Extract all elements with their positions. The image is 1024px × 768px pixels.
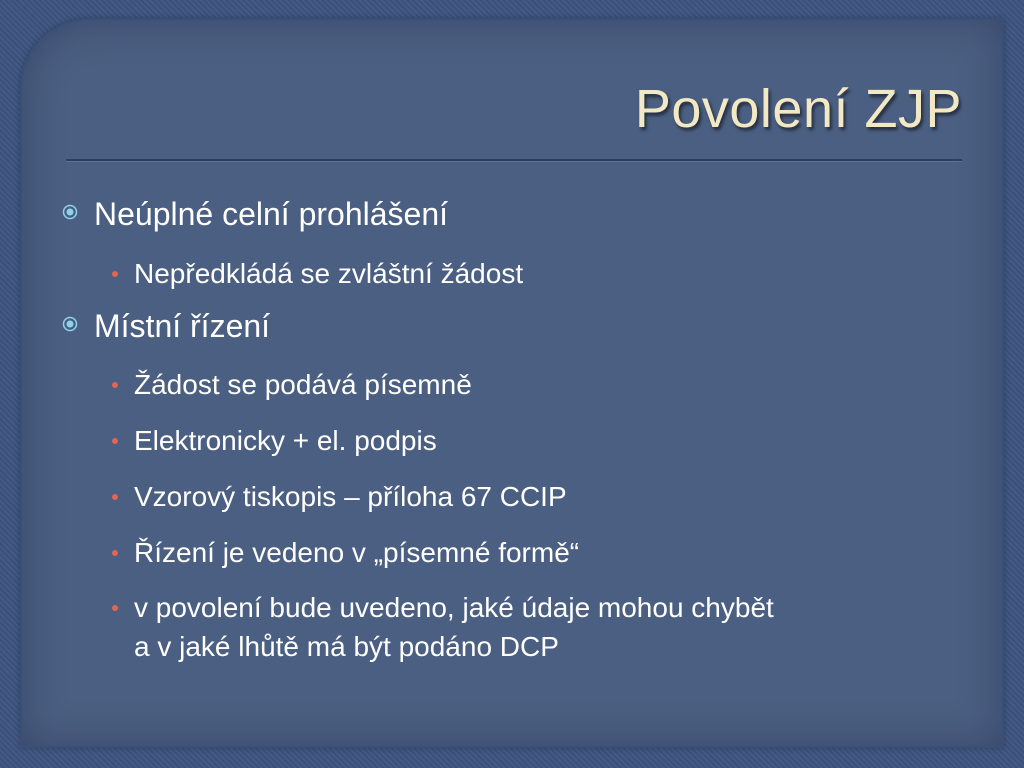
list-item-text: Žádost se podává písemně: [134, 369, 472, 400]
circle-target-icon: [62, 316, 78, 332]
circle-target-icon: [62, 204, 78, 220]
list-item-text: Elektronicky + el. podpis: [134, 425, 437, 456]
dot-bullet-icon: [112, 438, 118, 444]
dot-bullet-icon: [112, 494, 118, 500]
section-heading: [94, 196, 448, 233]
dot-bullet-icon: [112, 550, 118, 556]
section-heading-text: Místní řízení: [94, 308, 271, 344]
list-item-continuation: [134, 628, 559, 666]
list-item-text: Nepředkládá se zvláštní žádost: [134, 258, 524, 289]
slide-title: Povolení ZJP: [634, 79, 962, 139]
list-item: [134, 589, 774, 627]
dot-bullet-icon: [112, 271, 118, 277]
list-item-text: v povolení bude uvedeno, jaké údaje mohou chybět: [134, 592, 774, 623]
dot-bullet-icon: [112, 382, 118, 388]
dot-bullet-icon: [112, 605, 118, 611]
list-item: [134, 534, 579, 572]
list-item-text: Řízení je vedeno v „písemné formě“: [134, 537, 580, 568]
list-item-text: Vzorový tiskopis – příloha 67 CCIP: [134, 481, 567, 512]
section-heading: [94, 308, 270, 345]
list-item: [134, 422, 437, 460]
list-item: [134, 478, 567, 516]
list-item: [134, 255, 523, 293]
list-item: [134, 366, 472, 404]
section-heading-text: Neúplné celní prohlášení: [94, 196, 449, 232]
list-item-text: a v jaké lhůtě má být podáno DCP: [134, 631, 559, 662]
